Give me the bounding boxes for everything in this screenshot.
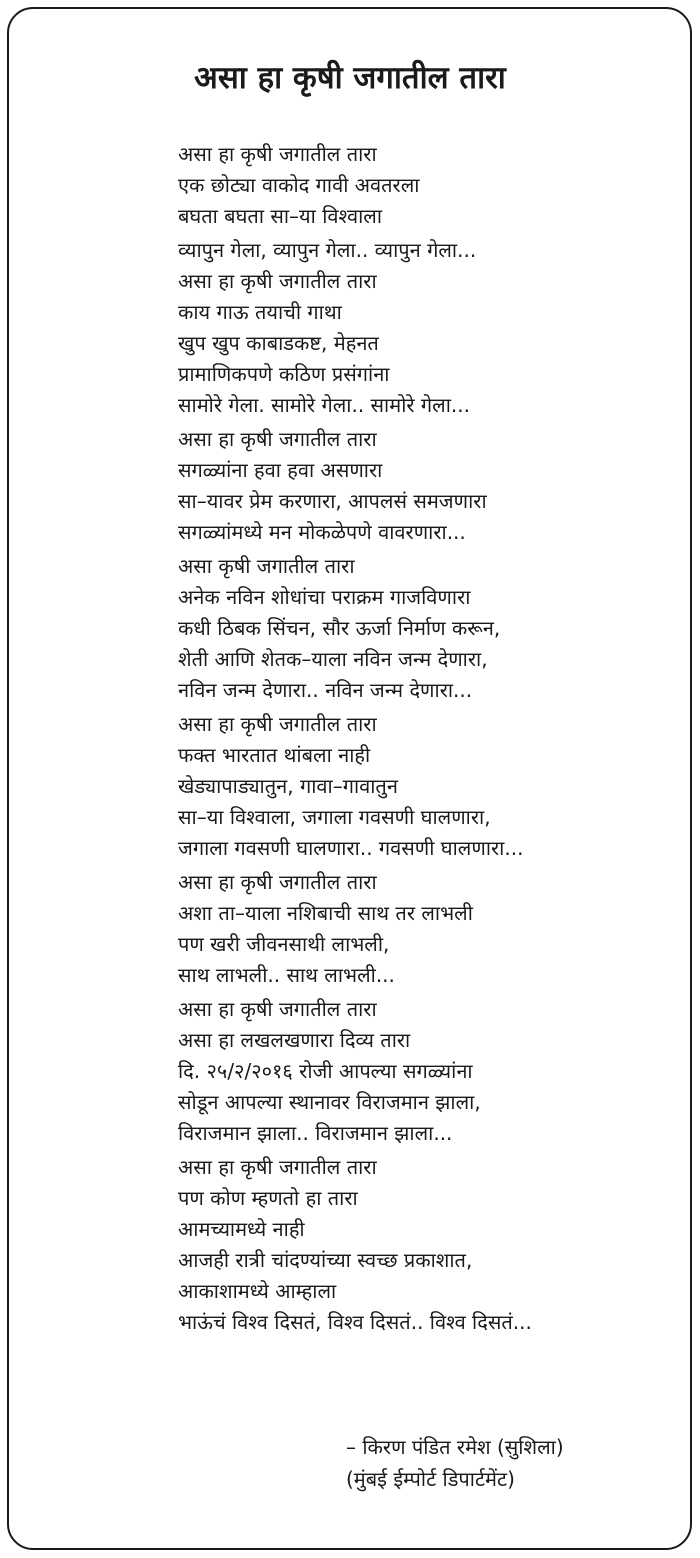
poem-line: एक छोट्या वाकोद गावी अवतरला: [178, 173, 420, 197]
stanza: [178, 424, 658, 548]
poem-line: सा–यावर प्रेम करणारा, आपलसं समजणारा: [178, 489, 487, 513]
author-department: (मुंबई ईम्पोर्ट डिपार्टमेंट): [346, 1467, 515, 1491]
stanza: [178, 235, 658, 421]
poem-line: असा हा कृषी जगातील तारा: [178, 997, 377, 1021]
poem-line: खुप खुप काबाडकष्ट, मेहनत: [178, 331, 379, 355]
poem-line: अशा ता–याला नशिबाची साथ तर लाभली: [178, 901, 473, 925]
poem-line: व्यापुन गेला, व्यापुन गेला.. व्यापुन गेला...: [178, 238, 477, 262]
poem-line: सगळ्यांना हवा हवा असणारा: [178, 458, 383, 482]
poem-line: बघता बघता सा–या विश्वाला: [178, 204, 383, 228]
poem-line: नविन जन्म देणारा.. नविन जन्म देणारा...: [178, 678, 473, 702]
poem-line: सामोरे गेला. सामोरे गेला.. सामोरे गेला...: [178, 393, 470, 417]
poem-line: सोडून आपल्या स्थानावर विराजमान झाला,: [178, 1090, 481, 1114]
poem-line: शेती आणि शेतक–याला नविन जन्म देणारा,: [178, 647, 488, 671]
poem-line: सगळ्यांमध्ये मन मोकळेपणे वावरणारा...: [178, 520, 466, 544]
stanza: [178, 1152, 658, 1338]
poem-line: असा हा कृषी जगातील तारा: [178, 712, 377, 736]
poem-line: असा हा लखलखणारा दिव्य तारा: [178, 1028, 411, 1052]
poem-line: आकाशामध्ये आम्हाला: [178, 1279, 337, 1303]
poem-line: असा हा कृषी जगातील तारा: [178, 870, 377, 894]
poem-body: [178, 139, 658, 1341]
poem-line: असा कृषी जगातील तारा: [178, 554, 355, 578]
poem-line: प्रामाणिकपणे कठिण प्रसंगांना: [178, 362, 390, 386]
poem-line: काय गाऊ तयाची गाथा: [178, 300, 342, 324]
poem-line: आमच्यामध्ये नाही: [178, 1217, 305, 1241]
stanza: [178, 994, 658, 1149]
poem-line: सा–या विश्वाला, जगाला गवसणी घालणारा,: [178, 805, 491, 829]
poem-line: भाऊंचं विश्व दिसतं, विश्व दिसतं.. विश्व दिसतं...: [178, 1310, 532, 1334]
stanza: [178, 867, 658, 991]
poem-title: असा हा कृषी जगातील तारा: [194, 60, 506, 96]
stanza: [178, 551, 658, 706]
poem-line: खेड्यापाड्यातुन, गावा–गावातुन: [178, 774, 398, 798]
poem-line: जगाला गवसणी घालणारा.. गवसणी घालणारा...: [178, 836, 524, 860]
author-credit: [346, 1431, 646, 1495]
poem-line: विराजमान झाला.. विराजमान झाला...: [178, 1121, 453, 1145]
stanza: [178, 709, 658, 864]
poem-line: असा हा कृषी जगातील तारा: [178, 1155, 377, 1179]
author-name: – किरण पंडित रमेश (सुशिला): [346, 1435, 564, 1459]
poem-line: फक्त भारतात थांबला नाही: [178, 743, 371, 767]
poem-line: पण कोण म्हणतो हा तारा: [178, 1186, 358, 1210]
stanza: [178, 139, 658, 232]
poem-line: कधी ठिबक सिंचन, सौर ऊर्जा निर्माण करून,: [178, 616, 501, 640]
poem-line: आजही रात्री चांदण्यांच्या स्वच्छ प्रकाशात,: [178, 1248, 473, 1272]
poem-line: दि. २५/२/२०१६ रोजी आपल्या सगळ्यांना: [178, 1059, 473, 1083]
poem-line: साथ लाभली.. साथ लाभली...: [178, 963, 395, 987]
poem-line: पण खरी जीवनसाथी लाभली,: [178, 932, 390, 956]
poem-line: असा हा कृषी जगातील तारा: [178, 142, 377, 166]
poem-line: असा हा कृषी जगातील तारा: [178, 269, 377, 293]
poem-line: अनेक नविन शोधांचा पराक्रम गाजविणारा: [178, 585, 471, 609]
poem-line: असा हा कृषी जगातील तारा: [178, 427, 377, 451]
